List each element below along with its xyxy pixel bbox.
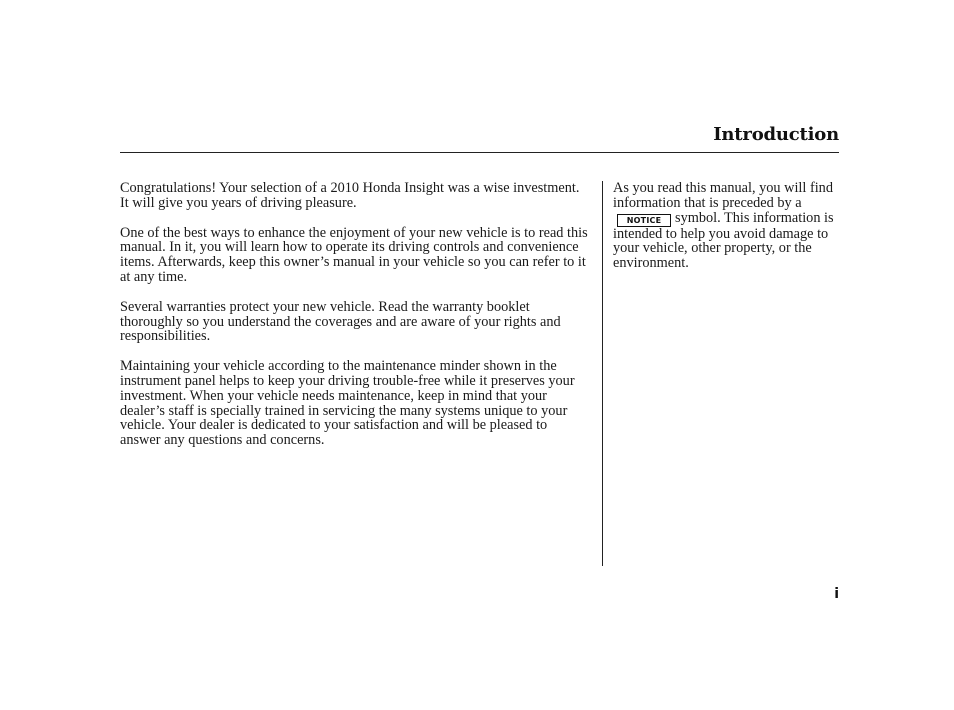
paragraph-maintenance: Maintaining your vehicle according to the maintenance minder shown in the instrument panel helps to keep your driving trouble-free while it preserves your investment. When your vehicle needs maintenance, keep in mind that your dealer’s staff is specially trained in servicing the many systems unique to your vehicle. Your dealer is dedicated to your satisfaction and will be pleased to answer any questions and concerns. [120,358,575,449]
paragraph-warranties: Several warranties protect your new vehicle. Read the warranty booklet thoroughly so you understand the coverages and are aware of your rights and responsibilities. [120,298,561,345]
paragraph-read-manual: One of the best ways to enhance the enjoyment of your new vehicle is to read this manual. In it, you will learn how to operate its driving controls and convenience items. Afterwards, keep this owner’s manual in your vehicle so you can refer to it at any time. [120,224,588,285]
page-title: Introduction [713,124,839,145]
notice-text-after: symbol. This information is intended to help you avoid damage to your vehicle, other property, or the environment. [613,209,834,272]
main-column [120,181,590,463]
notice-explanation [613,181,839,271]
side-column [613,181,839,271]
paragraph-congratulations: Congratulations! Your selection of a 2010 Honda Insight was a wise investment. It will give you years of driving pleasure. [120,180,580,211]
page-number: i [834,586,839,602]
title-rule [120,152,839,153]
notice-text-before: As you read this manual, you will find information that is preceded by a [613,180,833,211]
notice-icon: NOTICE [617,214,671,227]
column-divider [602,181,603,566]
